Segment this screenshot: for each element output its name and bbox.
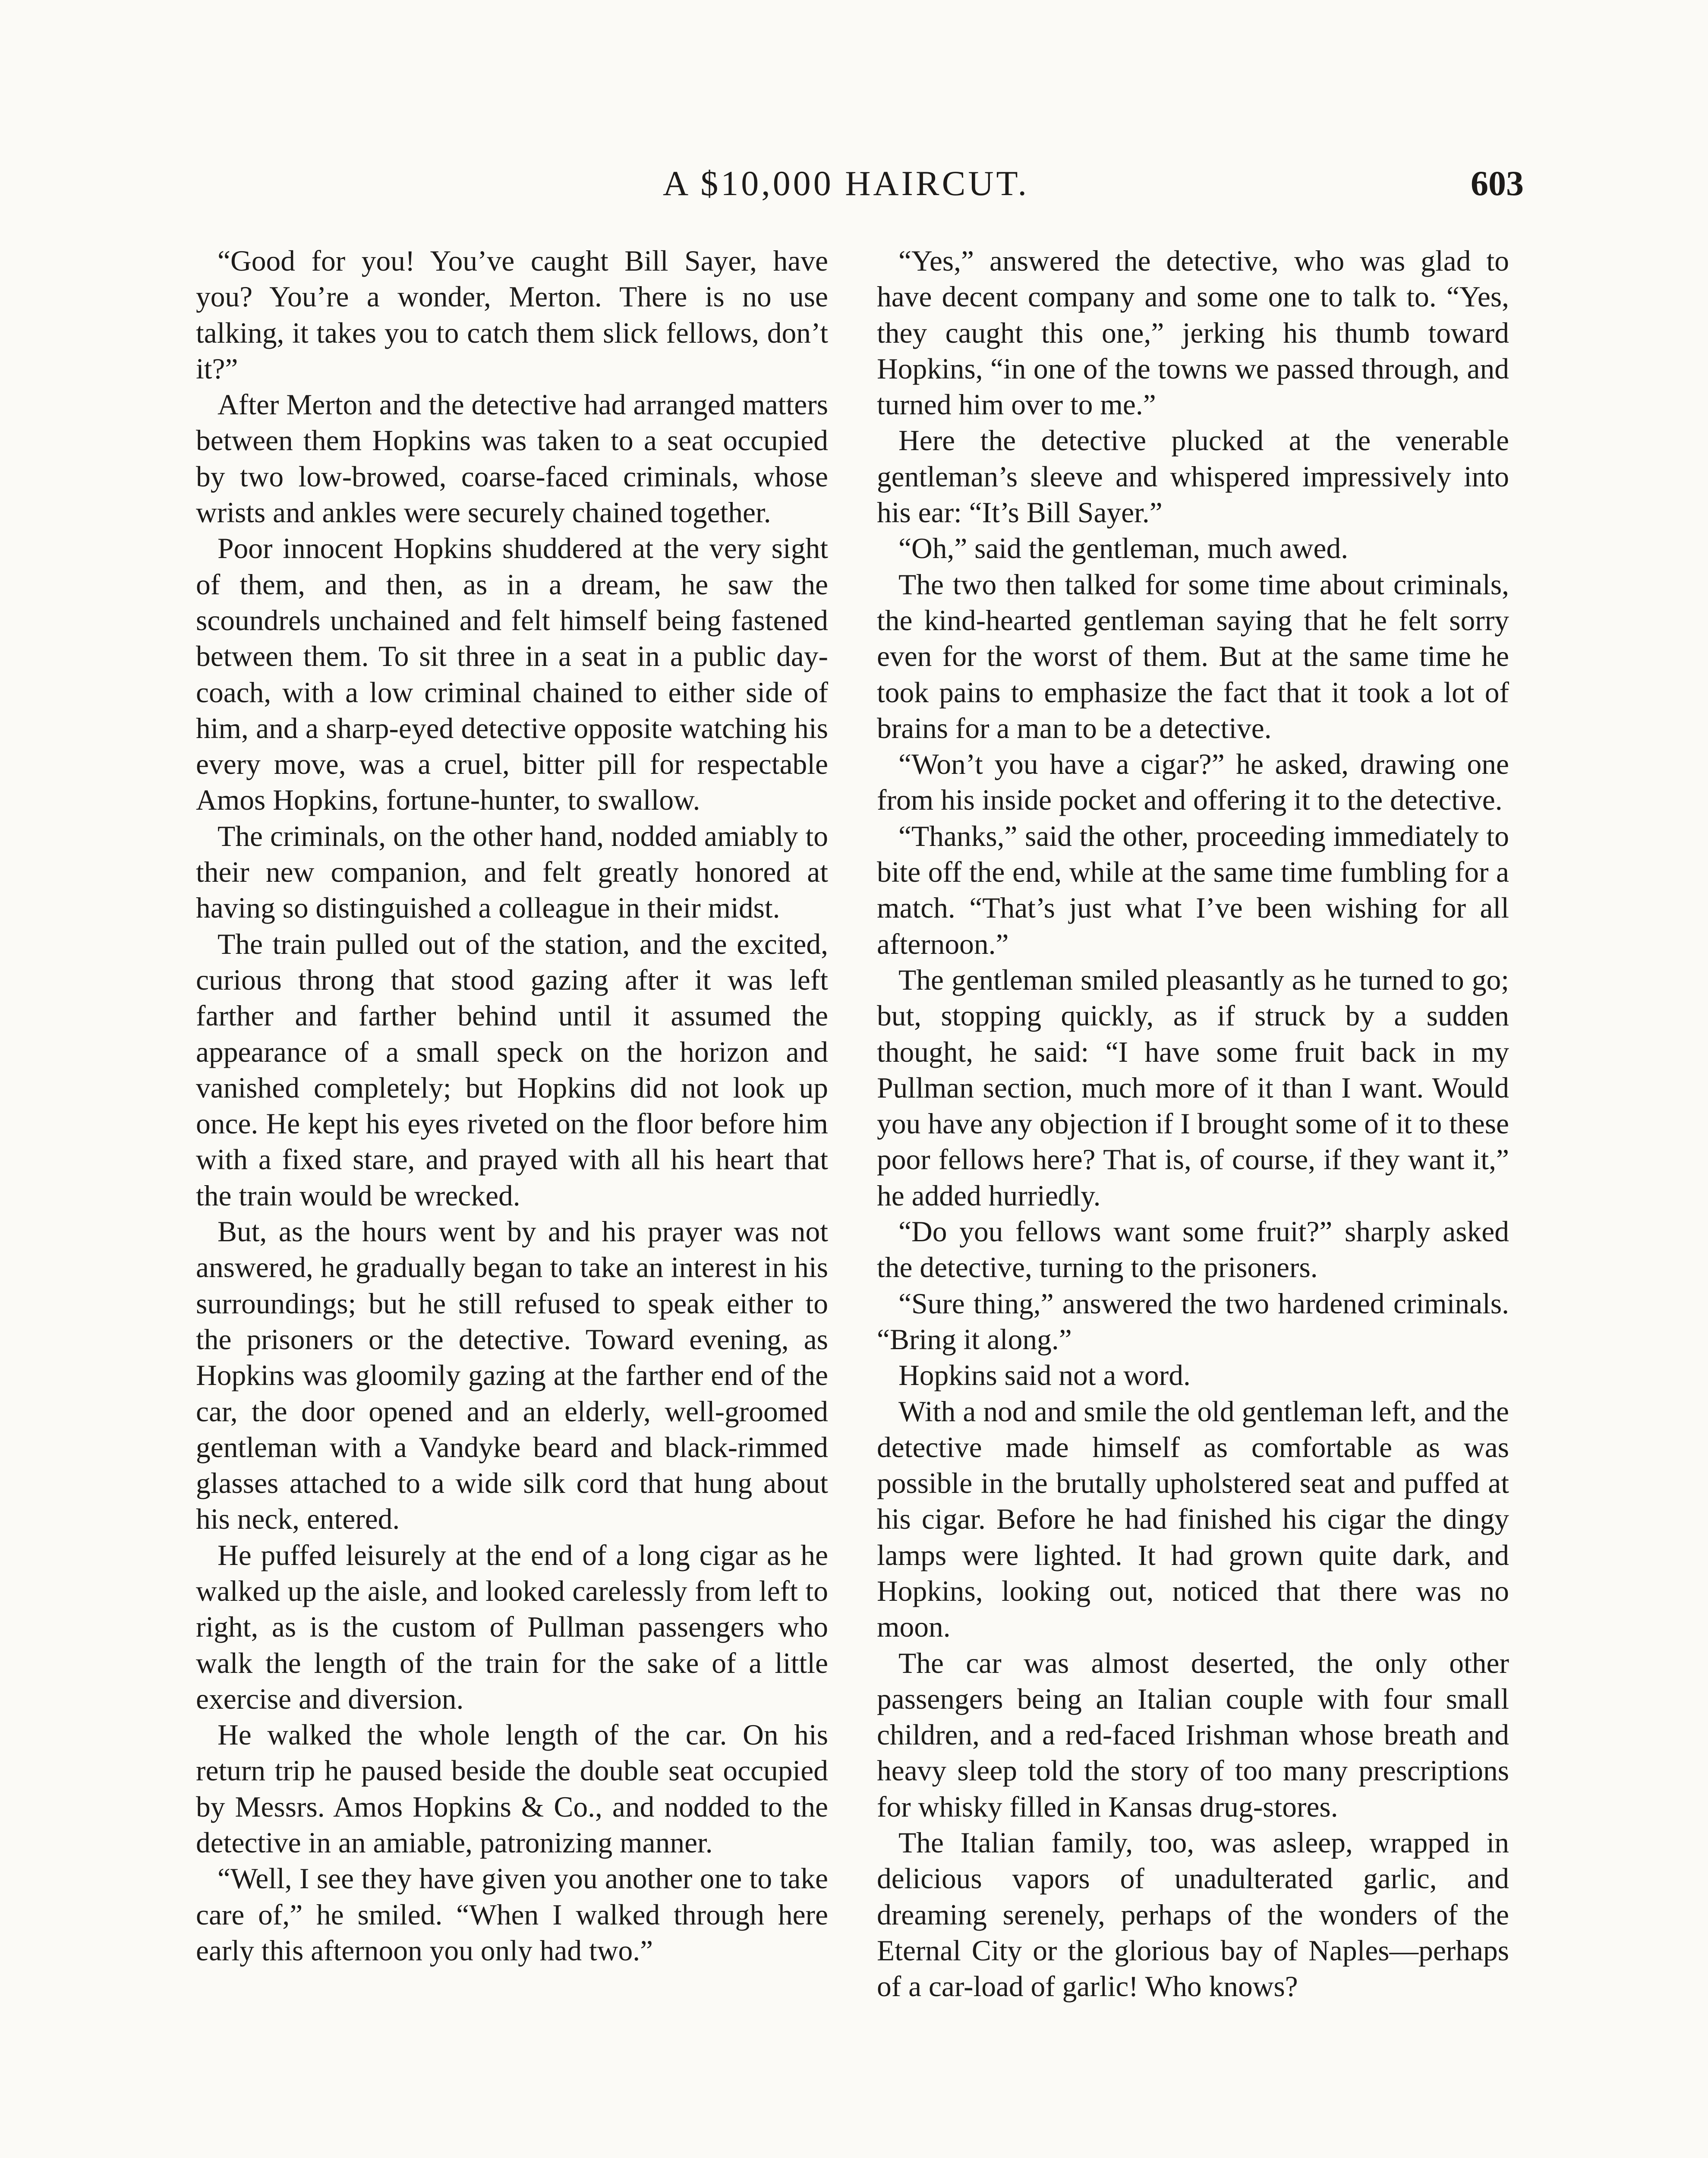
left-column (196, 243, 828, 1969)
paragraph: “Won’t you have a cigar?” he asked, drawing one from his inside pocket and offering it to the detective. (877, 748, 1509, 817)
paragraph: With a nod and smile the old gentleman left, and the detective made himself as comfortable as was possible in the brutally upholstered seat and puffed at his cigar. Before he had finished his cigar the dingy lamps were lighted. It had grown quite dark, and Hopkins, looking out, noticed that there was no moon. (877, 1395, 1509, 1644)
paragraph: “Oh,” said the gentleman, much awed. (898, 532, 1349, 565)
paragraph: After Merton and the detective had arranged matters between them Hopkins was taken to a seat occupied by two low-browed, coarse-faced criminals, whose wrists and ankles were securely chained together. (196, 388, 828, 529)
running-title: A $10,000 HAIRCUT. (663, 164, 1030, 203)
paragraph: “Thanks,” said the other, proceeding immediately to bite off the end, while at the same time fumbling for a match. “That’s just what I’ve been wishing for all afternoon.” (877, 820, 1509, 960)
paragraph: The gentleman smiled pleasantly as he turned to go; but, stopping quickly, as if struck by a sudden thought, he said: “I have some fruit back in my Pullman section, much more of it than I want. Would you have any objection if I brought some of it to these poor fellows here? That is, of course, if they want it,” he added hurriedly. (877, 963, 1509, 1212)
paragraph: “Well, I see they have given you another one to take care of,” he smiled. “When I walked through here early this afternoon you only had two.” (196, 1862, 828, 1967)
paragraph: The Italian family, too, was asleep, wrapped in delicious vapors of unadulterated garlic, and dreaming serenely, perhaps of the wonders of the Eternal City or the glorious bay of Naples—perhaps of a car-load of garlic! Who knows? (877, 1827, 1509, 2003)
paragraph: The two then talked for some time about criminals, the kind-hearted gentleman saying that he felt sorry even for the worst of them. But at the same time he took pains to emphasize the fact that it took a lot of brains for a man to be a detective. (877, 568, 1509, 745)
paragraph: “Yes,” answered the detective, who was glad to have decent company and some one to talk to. “Yes, they caught this one,” jerking his thumb toward Hopkins, “in one of the towns we passed through, and turned him over to me.” (877, 245, 1509, 421)
paragraph: “Do you fellows want some fruit?” sharply asked the detective, turning to the prisoners. (877, 1215, 1509, 1284)
page-number: 603 (1471, 164, 1524, 203)
paragraph: He puffed leisurely at the end of a long cigar as he walked up the aisle, and looked carelessly from left to right, as is the custom of Pullman passengers who walk the length of the train for the sake of a little exercise and diversion. (196, 1539, 828, 1715)
paragraph: But, as the hours went by and his prayer was not answered, he gradually began to take an interest in his surroundings; but he still refused to speak either to the prisoners or the detective. Toward evening, as Hopkins was gloomily gazing at the farther end of the car, the door opened and an elderly, well-groomed gentleman with a Vandyke beard and black-rimmed glasses attached to a wide silk cord that hung about his neck, entered. (196, 1215, 828, 1536)
running-header (0, 163, 1708, 211)
paragraph: The train pulled out of the station, and the excited, curious throng that stood gazing after it was left farther and farther behind until it assumed the appearance of a small speck on the horizon and vanished completely; but Hopkins did not look up once. He kept his eyes riveted on the floor before him with a fixed stare, and prayed with all his heart that the train would be wrecked. (196, 928, 828, 1212)
paragraph: Here the detective plucked at the venerable gentleman’s sleeve and whispered impressively into his ear: “It’s Bill Sayer.” (877, 424, 1509, 529)
paragraph: “Good for you! You’ve caught Bill Sayer, have you? You’re a wonder, Merton. There is no use talking, it takes you to catch them slick fellows, don’t it?” (196, 245, 828, 385)
paragraph: “Sure thing,” answered the two hardened criminals. “Bring it along.” (877, 1287, 1509, 1356)
right-column (877, 243, 1509, 2005)
paragraph: Hopkins said not a word. (898, 1359, 1191, 1392)
paragraph: The criminals, on the other hand, nodded amiably to their new companion, and felt greatly honored at having so distinguished a colleague in their midst. (196, 820, 828, 924)
paragraph: Poor innocent Hopkins shuddered at the very sight of them, and then, as in a dream, he saw the scoundrels unchained and felt himself being fastened between them. To sit three in a seat in a public day-coach, with a low criminal chained to either side of him, and a sharp-eyed detective opposite watching his every move, was a cruel, bitter pill for respectable Amos Hopkins, fortune-hunter, to swallow. (196, 532, 828, 817)
paragraph: The car was almost deserted, the only other passengers being an Italian couple with four small children, and a red-faced Irishman whose breath and heavy sleep told the story of too many prescriptions for whisky filled in Kansas drug-stores. (877, 1647, 1509, 1823)
paragraph: He walked the whole length of the car. On his return trip he paused beside the double seat occupied by Messrs. Amos Hopkins & Co., and nodded to the detective in an amiable, patronizing manner. (196, 1719, 828, 1859)
